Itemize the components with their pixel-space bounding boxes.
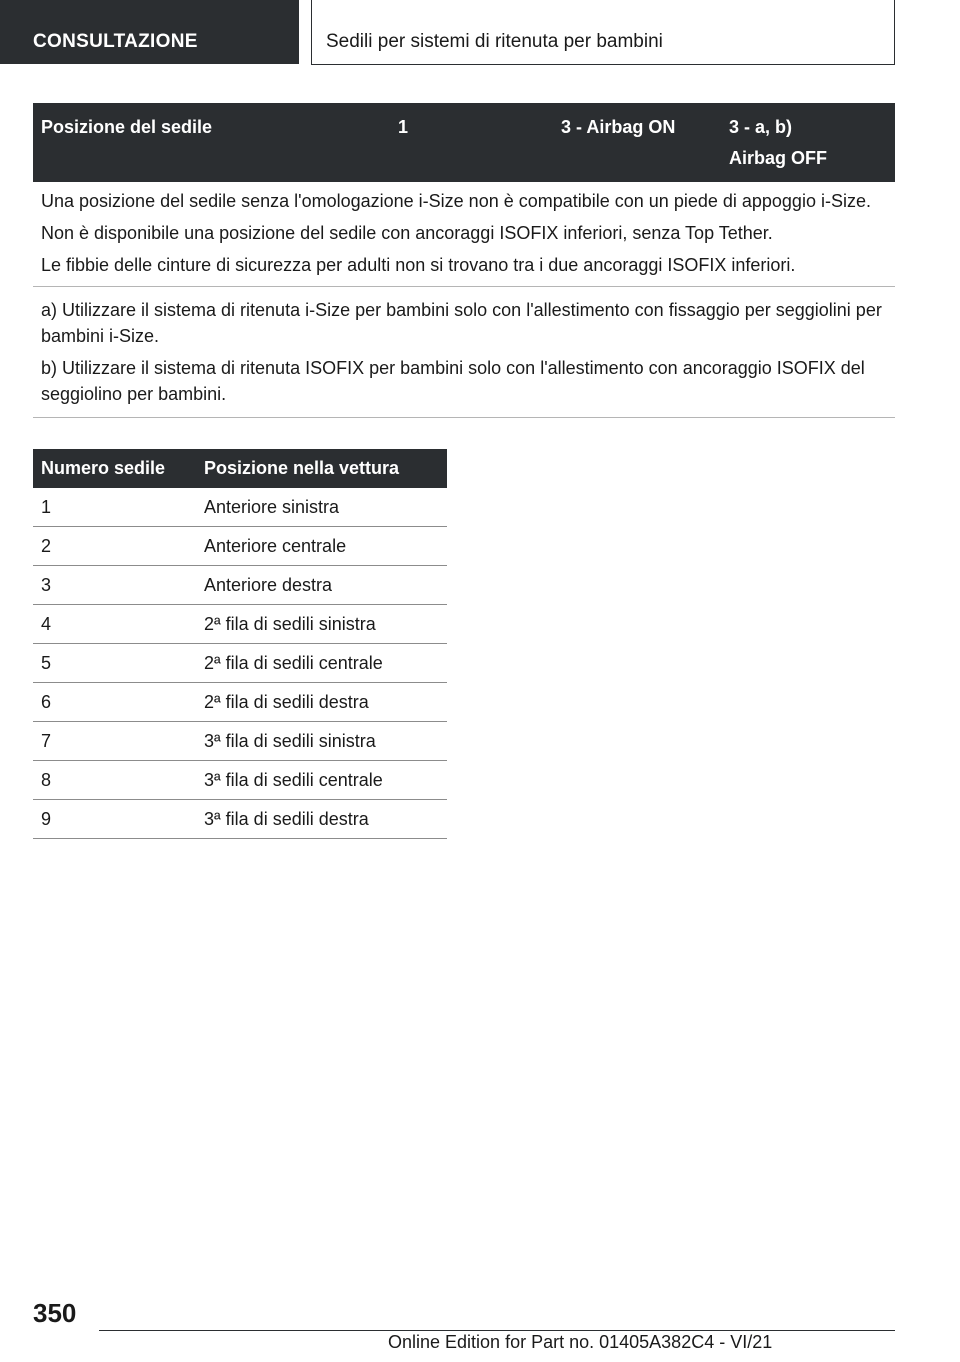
seat-position-cell: 2ª fila di sedili sinistra [196,605,447,644]
seat-position-cell: 2ª fila di sedili destra [196,683,447,722]
seat-number-cell: 7 [33,722,196,761]
seat-position-table [33,103,895,418]
footer-edition: Online Edition for Part no. 01405A382C4 - VI/21 [388,1332,773,1352]
seat-position-cell: 3ª fila di sedili destra [196,800,447,839]
table-row [33,527,447,566]
seat-number-header-row [33,449,447,488]
seat-number-cell: 5 [33,644,196,683]
notes-cell [33,182,895,287]
footer-divider [99,1330,895,1331]
seat-position-cell: 3ª fila di sedili centrale [196,761,447,800]
seat-position-header-row [33,103,895,182]
seat-number-cell: 9 [33,800,196,839]
seat-number-cell: 4 [33,605,196,644]
table-row [33,605,447,644]
table-row [33,800,447,839]
table-row [33,488,447,527]
header-cell-airbag-off-line2: Airbag OFF [729,148,827,168]
note-paragraph: Una posizione del sedile senza l'omologazione i-Size non è compatibile con un piede di appoggio i-Size. [41,191,871,211]
seat-number-cell: 3 [33,566,196,605]
table-row [33,761,447,800]
seat-number-table [33,449,447,839]
header-cell-airbag-on: 3 - Airbag ON [553,103,721,182]
table-row [33,566,447,605]
page-number: 350 [33,1298,77,1328]
section-tab: CONSULTAZIONE [0,0,299,64]
seat-position-cell: 2ª fila di sedili centrale [196,644,447,683]
seat-position-cell: Anteriore centrale [196,527,447,566]
seat-position-cell: Anteriore sinistra [196,488,447,527]
header-cell-airbag-off [721,103,895,182]
footnotes-row [33,287,895,418]
seat-position-cell: Anteriore destra [196,566,447,605]
footnotes-cell [33,287,895,418]
table-row [33,644,447,683]
table-row [33,683,447,722]
header-cell-seat-1: 1 [390,103,553,182]
seat-number-cell: 2 [33,527,196,566]
note-paragraph: Le fibbie delle cinture di sicurezza per adulti non si trovano tra i due ancoraggi ISOFIX inferiori. [41,255,796,275]
seat-number-cell: 8 [33,761,196,800]
seat-position-cell: 3ª fila di sedili sinistra [196,722,447,761]
footnote-b: b) Utilizzare il sistema di ritenuta ISOFIX per bambini solo con l'allestimento con ancoraggio ISOFIX del seggiolino per bambini. [41,358,865,404]
note-paragraph: Non è disponibile una posizione del sedile con ancoraggi ISOFIX inferiori, senza Top Tether. [41,223,773,243]
footnote-a: a) Utilizzare il sistema di ritenuta i-Size per bambini solo con l'allestimento con fissaggio per seggiolini per bambini i-Size. [41,300,882,346]
seat-number-cell: 1 [33,488,196,527]
header-cell-vehicle-position: Posizione nella vettura [196,449,447,488]
header-cell-seat-number: Numero sedile [33,449,196,488]
header-cell-airbag-off-line1: 3 - a, b) [729,117,793,137]
chapter-title: Sedili per sistemi di ritenuta per bambini [311,0,895,65]
seat-number-cell: 6 [33,683,196,722]
header-cell-position: Posizione del sedile [33,103,390,182]
table-row [33,722,447,761]
notes-row [33,182,895,287]
